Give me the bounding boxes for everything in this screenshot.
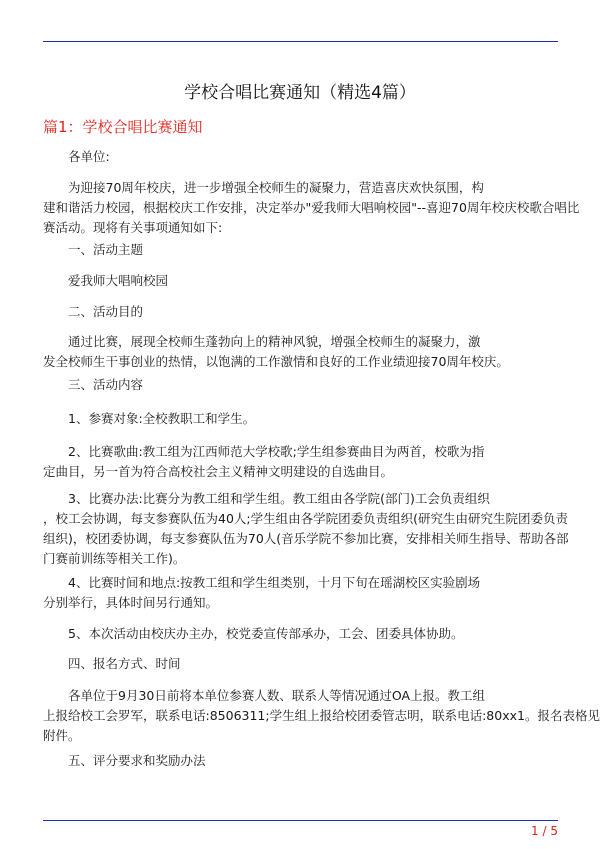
footer-rule — [43, 820, 558, 821]
paragraph-item-1: 1、参赛对象:全校教职工和学生。 — [43, 411, 256, 426]
heading-content: 三、活动内容 — [43, 377, 144, 392]
paragraph-item-2: 2、比赛歌曲:教工组为江西师范大学校歌;学生组参赛曲目为两首，校歌为指 定曲目，另一首为符合高校社会主义精神文明建设的自选曲目。 — [43, 444, 485, 479]
section-heading: 篇1：学校合唱比赛通知 — [43, 118, 203, 136]
paragraph-salutation: 各单位: — [43, 149, 110, 164]
paragraph-item-3: 3、比赛办法:比赛分为教工组和学生组。教工组由各学院(部门)工会负责组织 ，校工会协调，每支参赛队伍为40人;学生组由各学院团委负责组织(研究生由研究生院团委负责 组织)，校团委协调，每支参赛队伍为70人(音乐学院不参加比赛，安排相关师生指导、帮助各部 门赛前训练等相关工作)。 — [43, 491, 569, 566]
header-rule — [43, 41, 558, 42]
heading-purpose: 二、活动目的 — [43, 304, 144, 319]
heading-scoring: 五、评分要求和奖励办法 — [43, 753, 206, 768]
paragraph-theme: 爱我师大唱响校园 — [43, 273, 169, 288]
heading-registration: 四、报名方式、时间 — [43, 656, 181, 671]
paragraph-item-5: 5、本次活动由校庆办主办，校党委宣传部承办，工会、团委具体协助。 — [43, 626, 464, 641]
paragraph-item-4: 4、比赛时间和地点:按教工组和学生组类别，十月下旬在瑶湖校区实验剧场 分别举行，具体时间另行通知。 — [43, 575, 481, 610]
document-title: 学校合唱比赛通知（精选4篇） — [184, 83, 416, 103]
paragraph-intro: 为迎接70周年校庆，进一步增强全校师生的凝聚力，营造喜庆欢快氛围，构 建和谐活力校园，根据校庆工作安排，决定举办"爱我师大唱响校园"--喜迎70周年校庆校歌合唱比 赛活动。现将有关事项通知如下: — [43, 180, 580, 235]
paragraph-registration: 各单位于9月30日前将本单位参赛人数、联系人等情况通过OA上报。教工组 上报给校工会罗军，联系电话:8506311;学生组上报给校团委管志明，联系电话:80xx1。报名表格见 附件。 — [43, 688, 600, 743]
heading-theme: 一、活动主题 — [43, 242, 144, 257]
paragraph-purpose: 通过比赛，展现全校师生蓬勃向上的精神风貌，增强全校师生的凝聚力，激 发全校师生干事创业的热情，以饱满的工作激情和良好的工作业绩迎接70周年校庆。 — [43, 334, 509, 369]
page-indicator: 1 / 5 — [531, 824, 558, 838]
